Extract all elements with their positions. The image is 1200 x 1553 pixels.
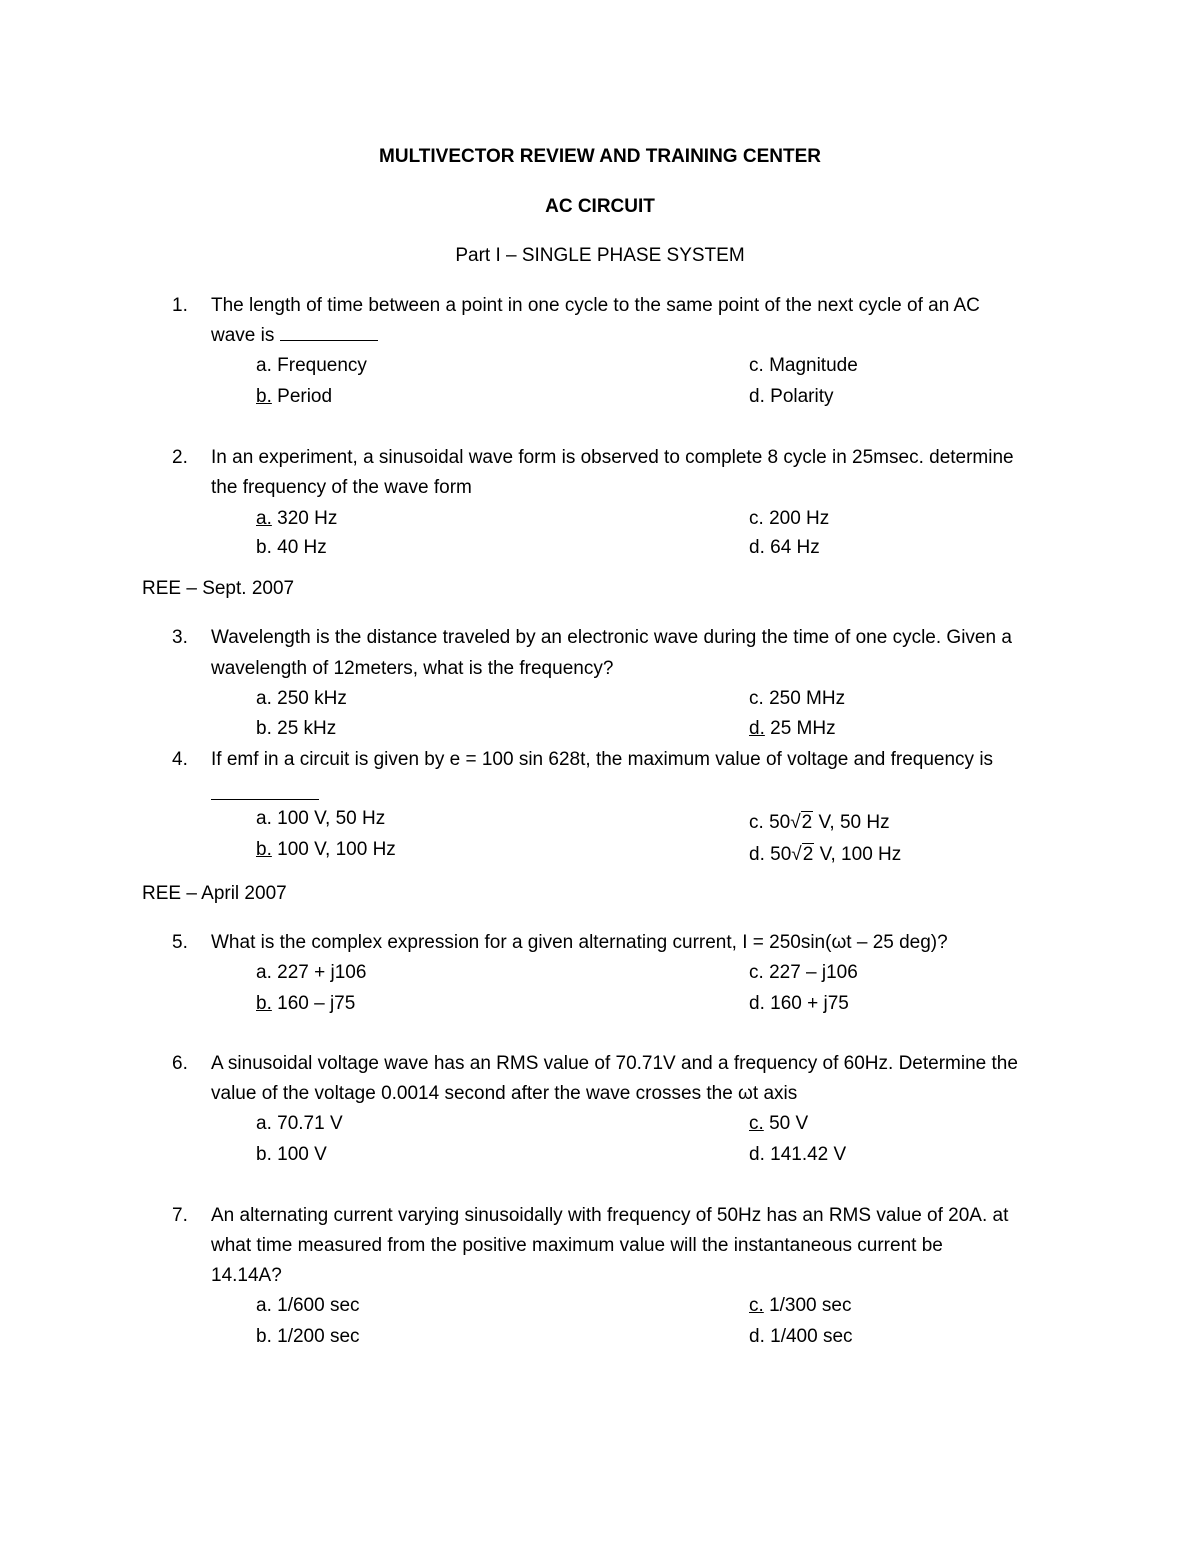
section-label: REE – April 2007 [142, 883, 287, 904]
question-text: the frequency of the wave form [211, 477, 472, 498]
option-b: b. 100 V [256, 1144, 327, 1165]
option-b: b. 100 V, 100 Hz [256, 839, 396, 860]
option-d: d. 50√2 V, 100 Hz [749, 844, 902, 865]
option-a: a. 227 + j106 [256, 962, 367, 983]
answer-marker: d. [749, 718, 765, 739]
question-text: The length of time between a point in one cycle to the same point of the next cycle of an AC [211, 295, 980, 316]
part-title: Part I – SINGLE PHASE SYSTEM [455, 245, 745, 266]
subject-title: AC CIRCUIT [545, 196, 655, 217]
question-text: Wavelength is the distance traveled by an electronic wave during the time of one cycle. Given a [211, 627, 1012, 648]
question-text: What is the complex expression for a given alternating current, I = 250sin(ωt – 25 deg)? [211, 932, 948, 953]
question-number: 1. [172, 295, 188, 316]
question-text [211, 326, 378, 345]
option-d: d. 25 MHz [749, 718, 836, 739]
option-a: a. 70.71 V [256, 1113, 343, 1134]
option-c: c. 50 V [749, 1113, 809, 1134]
question-number: 4. [172, 749, 188, 770]
option-b: b. Period [256, 386, 333, 407]
square-root: √2 [791, 844, 814, 865]
answer-marker: a. [256, 508, 272, 529]
option-b: b. 1/200 sec [256, 1326, 360, 1347]
question-text: A sinusoidal voltage wave has an RMS value of 70.71V and a frequency of 60Hz. Determine the [211, 1053, 1018, 1074]
answer-blank-line [211, 785, 319, 804]
square-root: √2 [790, 812, 813, 833]
option-c: c. 250 MHz [749, 688, 846, 709]
question-text: value of the voltage 0.0014 second after the wave crosses the ωt axis [211, 1083, 798, 1104]
document-title: MULTIVECTOR REVIEW AND TRAINING CENTER [379, 146, 821, 167]
option-c: c. 50√2 V, 50 Hz [749, 812, 890, 833]
answer-blank [211, 785, 319, 800]
question-text-line: wave is [211, 325, 275, 346]
option-a: a. Frequency [256, 355, 367, 376]
option-d: d. Polarity [749, 386, 834, 407]
option-d: d. 141.42 V [749, 1144, 847, 1165]
answer-marker: b. [256, 839, 272, 860]
option-a: a. 250 kHz [256, 688, 347, 709]
question-number: 7. [172, 1205, 188, 1226]
answer-blank [280, 326, 378, 341]
question-number: 5. [172, 932, 188, 953]
question-text: In an experiment, a sinusoidal wave form is observed to complete 8 cycle in 25msec. determine [211, 447, 1014, 468]
answer-marker: b. [256, 386, 272, 407]
option-c: c. 200 Hz [749, 508, 830, 529]
option-a: a. 320 Hz [256, 508, 338, 529]
section-label: REE – Sept. 2007 [142, 578, 295, 599]
question-text: If emf in a circuit is given by e = 100 sin 628t, the maximum value of voltage and frequency is [211, 749, 994, 770]
question-number: 6. [172, 1053, 188, 1074]
answer-marker: b. [256, 993, 272, 1014]
option-a: a. 1/600 sec [256, 1295, 360, 1316]
question-text: 14.14A? [211, 1265, 282, 1286]
option-c: c. 1/300 sec [749, 1295, 852, 1316]
question-number: 3. [172, 627, 188, 648]
option-b: b. 25 kHz [256, 718, 337, 739]
question-text: wavelength of 12meters, what is the frequency? [211, 658, 614, 679]
answer-marker: c. [749, 1295, 764, 1316]
question-text: An alternating current varying sinusoidally with frequency of 50Hz has an RMS value of 20A. at [211, 1205, 1009, 1226]
option-d: d. 1/400 sec [749, 1326, 853, 1347]
answer-marker: c. [749, 1113, 764, 1134]
option-c: c. Magnitude [749, 355, 858, 376]
option-b: b. 160 – j75 [256, 993, 356, 1014]
option-d: d. 160 + j75 [749, 993, 849, 1014]
question-text: what time measured from the positive maximum value will the instantaneous current be [211, 1235, 943, 1256]
option-a: a. 100 V, 50 Hz [256, 808, 386, 829]
option-b: b. 40 Hz [256, 537, 327, 558]
option-d: d. 64 Hz [749, 537, 820, 558]
question-number: 2. [172, 447, 188, 468]
option-c: c. 227 – j106 [749, 962, 858, 983]
